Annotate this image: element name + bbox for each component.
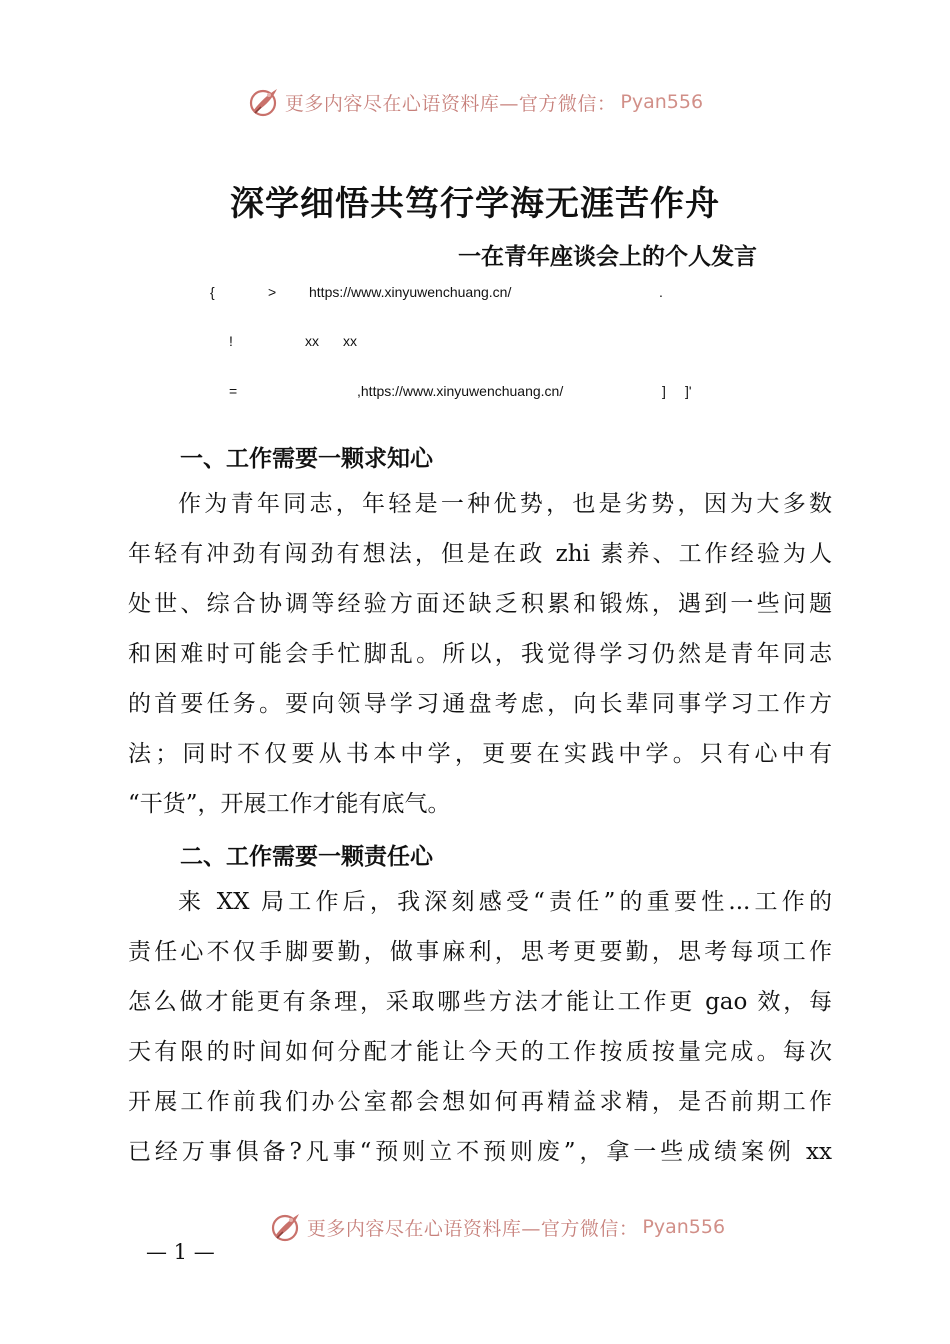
- meta-link: https://www.xinyuwenchuang.cn/: [309, 284, 512, 300]
- meta-token: !: [229, 333, 233, 349]
- paragraph-line: 和困难时可能会手忙脚乱。所以，我觉得学习仍然是青年同志: [128, 641, 832, 667]
- section-heading-1: 一、工作需要一颗求知心: [180, 446, 433, 472]
- section-heading-2: 二、工作需要一颗责任心: [180, 844, 433, 870]
- paragraph-line: 法；同时不仅要从书本中学，更要在实践中学。只有心中有: [128, 741, 832, 767]
- meta-link: ,https://www.xinyuwenchuang.cn/: [357, 383, 564, 399]
- section-body-2: [128, 877, 832, 1177]
- quill-logo-icon: [269, 1210, 303, 1244]
- watermark-id: Pyan556: [642, 1216, 726, 1238]
- paragraph-line: 年轻有冲劲有闯劲有想法，但是在政 zhi 素养、工作经验为人: [128, 541, 832, 567]
- quill-logo-icon: [247, 85, 281, 119]
- meta-token: =: [229, 383, 238, 399]
- paragraph-line: “干货”，开展工作才能有底气。: [128, 791, 451, 817]
- meta-token: ]': [685, 383, 692, 399]
- paragraph-line: 天有限的时间如何分配才能让今天的工作按质按量完成。每次: [128, 1039, 832, 1065]
- paragraph-line: 怎么做才能更有条理，采取哪些方法才能让工作更 gao 效，每: [128, 989, 832, 1015]
- meta-token: xx: [343, 333, 357, 349]
- paragraph-line: 的首要任务。要向领导学习通盘考虑，向长辈同事学习工作方: [128, 691, 832, 717]
- watermark-banner-bottom: [0, 1207, 950, 1247]
- meta-token: ]: [662, 383, 666, 399]
- paragraph-line: 来 XX 局工作后，我深刻感受“责任”的重要性...工作的: [178, 889, 832, 915]
- paragraph-line: 开展工作前我们办公室都会想如何再精益求精，是否前期工作: [128, 1089, 832, 1115]
- watermark-text: 更多内容尽在心语资料库—官方微信：: [284, 92, 617, 115]
- paragraph-line: 已经万事俱备?凡事“预则立不预则废”，拿一些成绩案例 xx: [128, 1139, 832, 1165]
- watermark-id: Pyan556: [620, 91, 704, 113]
- paragraph-line: 作为青年同志，年轻是一种优势，也是劣势，因为大多数: [178, 491, 832, 517]
- document-subtitle: 一在青年座谈会上的个人发言: [458, 244, 757, 270]
- paragraph-line: 处世、综合协调等经验方面还缺乏积累和锻炼，遇到一些问题: [128, 591, 832, 617]
- watermark-text: 更多内容尽在心语资料库—官方微信：: [306, 1217, 639, 1240]
- document-title: 深学细悟共笃行学海无涯苦作舟: [230, 184, 720, 224]
- page-number: — 1 —: [146, 1240, 215, 1264]
- watermark-banner-top: [0, 82, 950, 122]
- meta-token: >: [268, 284, 277, 300]
- meta-token: {: [210, 284, 215, 300]
- paragraph-line: 责任心不仅手脚要勤，做事麻利，思考更要勤，思考每项工作: [128, 939, 832, 965]
- section-body-1: [128, 479, 832, 829]
- meta-token: .: [659, 284, 663, 300]
- meta-token: xx: [305, 333, 319, 349]
